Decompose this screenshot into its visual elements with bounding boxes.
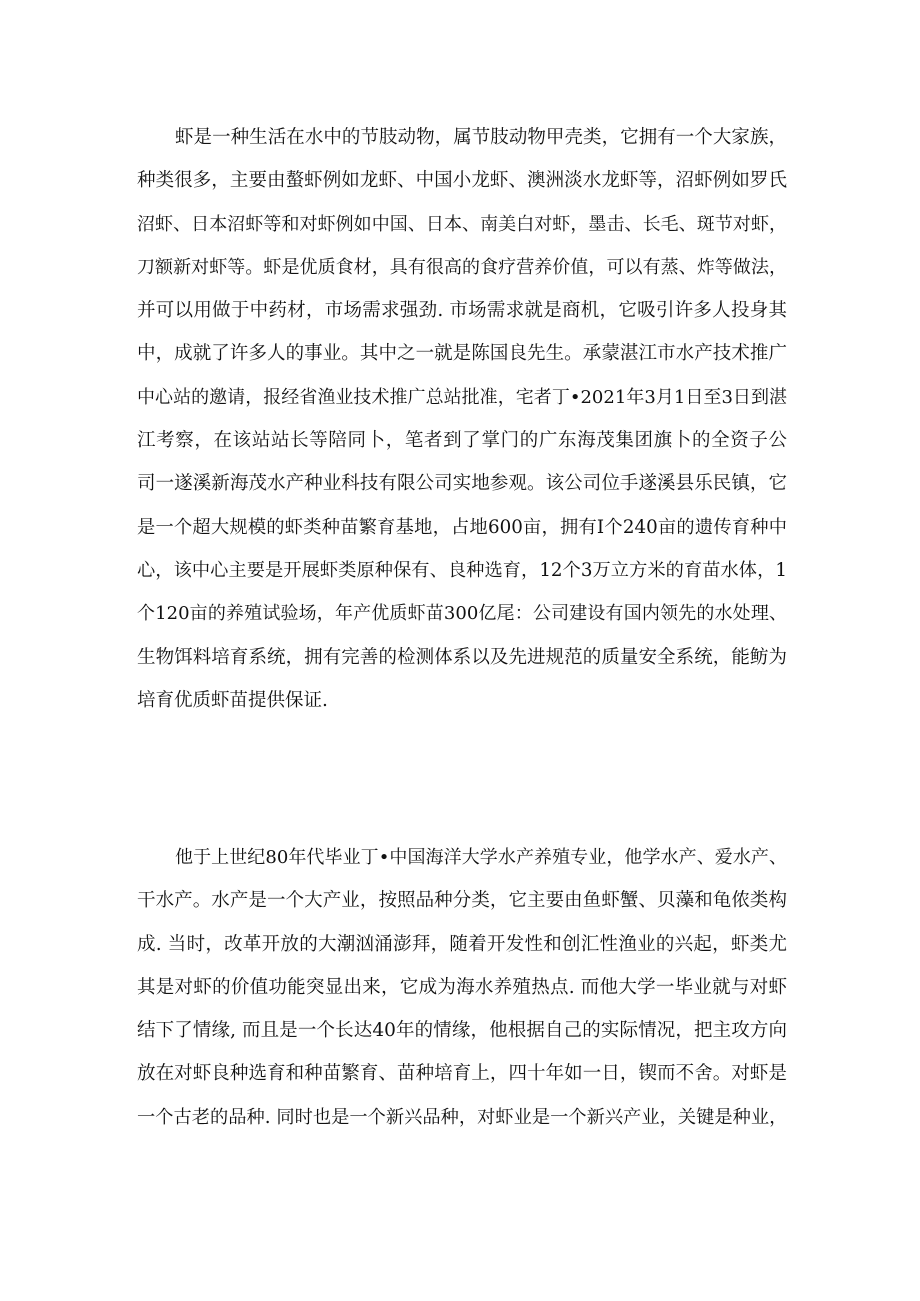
text-line: 沼虾、日本沼虾等和对虾例如中国、日本、南美白对虾，墨击、长毛、斑节对虾， bbox=[137, 213, 787, 235]
text-line: 并可以用做于中药材，市场需求强劲. 市场需求就是商机，它吸引许多人投身其 bbox=[137, 300, 787, 322]
text-line: 是一个超大规模的虾类种苗繁育基地，占地600亩，拥有I个240亩的遗传育种中 bbox=[137, 516, 787, 538]
text-line: 中心站的邀请，报经省渔业技术推广总站批准，宅者丁•2021年3月1日至3日到湛 bbox=[137, 386, 787, 408]
text-line: 他于上世纪80年代毕业丁•中国海洋大学水产养殖专业，他学水产、爱水产、 bbox=[175, 847, 787, 868]
text-line: 一个古老的品种. 同时也是一个新兴品种，对虾业是一个新兴产业，关键是种业， bbox=[137, 1106, 788, 1128]
text-line: 虾是一种生活在水中的节肢动物，属节肢动物甲壳类，它拥有一个大家族， bbox=[175, 127, 787, 148]
text-line: 刀额新对虾等。虾是优质食材，具有很高的食疗营养价值，可以有蒸、炸等做法， bbox=[137, 256, 787, 278]
paragraph-chen-career bbox=[137, 836, 787, 1139]
text-line: 成. 当时，改革开放的大潮汹涌澎拜，随着开发性和创汇性渔业的兴起，虾类尤 bbox=[137, 933, 787, 955]
text-line: 其是对虾的价值功能突显出来，它成为海水养殖热点. 而他大学一毕业就与对虾 bbox=[137, 976, 787, 998]
text-line: 生物饵料培育系统，拥有完善的检测体系以及先进规范的质量安全系统，能鲂为 bbox=[137, 646, 787, 668]
text-line: 放在对虾良种选育和种苗繁育、苗种培育上，四十年如一日，锲而不舍。对虾是 bbox=[137, 1063, 787, 1085]
text-line: 干水产。水产是一个大产业，按照品种分类，它主要由鱼虾蟹、贝藻和龟侬类构 bbox=[137, 890, 787, 912]
text-line: 江考察，在该站站长等陪同卜，笔者到了掌门的广东海茂集团旗卜的全资子公 bbox=[137, 430, 787, 452]
text-line: 司一遂溪新海茂水产种业科技有限公司实地参观。该公司位手遂溪县乐民镇，它 bbox=[137, 473, 787, 495]
text-line: 心，该中心主要是开展虾类原种保有、良种选育，12个3万立方米的育苗水体，1 bbox=[137, 559, 787, 581]
text-line: 培育优质虾苗提供保证. bbox=[137, 689, 328, 711]
text-line: 个120亩的养殖试验场，年产优质虾苗300亿尾：公司建设有国内领先的水处理、 bbox=[137, 603, 787, 625]
text-line: 种类很多，主要由螯虾例如龙虾、中国小龙虾、澳洲淡水龙虾等，沼虾例如罗氏 bbox=[137, 170, 787, 192]
paragraph-shrimp-intro bbox=[137, 116, 787, 722]
text-line: 中，成就了许多人的事业。其中之一就是陈国良先生。承蒙湛江市水产技术推广 bbox=[137, 343, 787, 365]
text-line: 结下了情缘, 而且是一个长达40年的情缘，他根据自己的实际情况，把主攻方向 bbox=[137, 1020, 787, 1042]
